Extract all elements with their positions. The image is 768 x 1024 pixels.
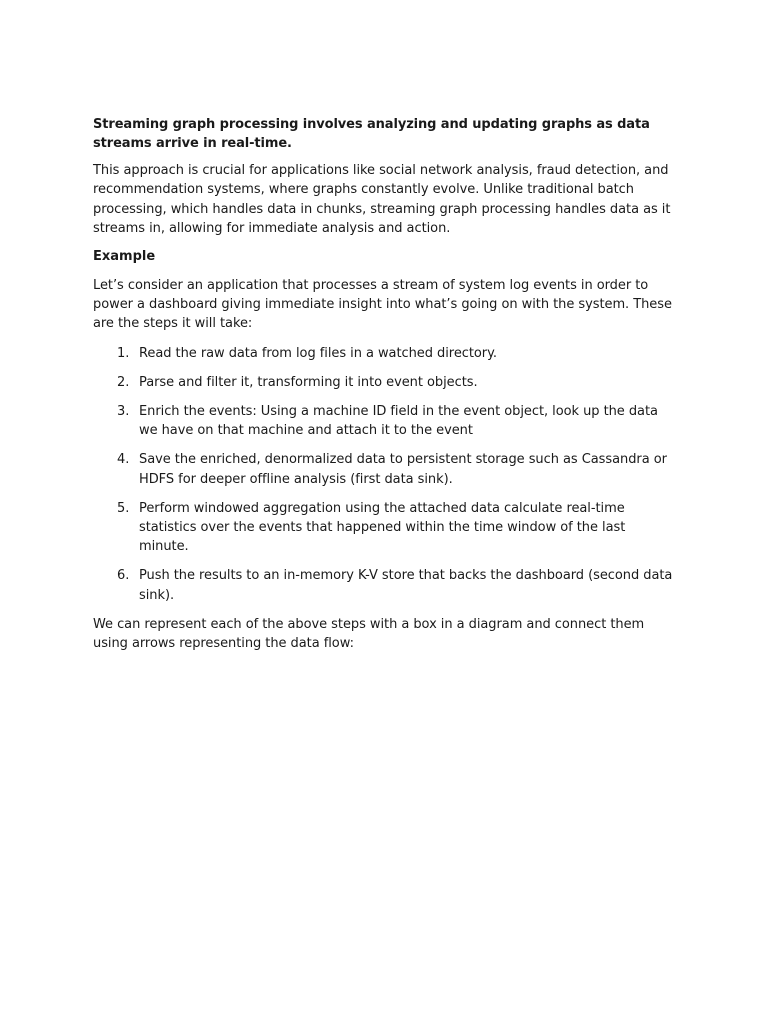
step-text: Enrich the events: Using a machine ID field in the event object, look up the data we have on that machine and attach it to the event: [139, 403, 658, 439]
step-text: Read the raw data from log files in a watched directory.: [139, 345, 497, 361]
document-heading: Streaming graph processing involves analyzing and updating graphs as data streams arrive in real-time.: [93, 117, 650, 151]
example-intro-paragraph: Let’s consider an application that processes a stream of system log events in order to power a dashboard giving immediate insight into what’s going on with the system. These are the steps it will take:: [93, 277, 672, 332]
example-heading: Example: [93, 248, 156, 264]
step-number: 3.: [117, 403, 130, 419]
step-number: 4.: [117, 452, 130, 468]
step-text: Parse and filter it, transforming it into event objects.: [139, 374, 478, 390]
step-text: Perform windowed aggregation using the attached data calculate real-time statistics over the events that happened within the time window of the last minute.: [139, 500, 626, 555]
step-number: 1.: [117, 345, 130, 361]
step-text: Save the enriched, denormalized data to persistent storage such as Cassandra or HDFS for deeper offline analysis (first data sink).: [139, 452, 667, 487]
list-item: [93, 450, 676, 489]
list-item: [93, 402, 676, 441]
step-number: 5.: [117, 500, 130, 516]
list-item: [93, 566, 676, 605]
list-item: [93, 344, 676, 363]
step-number: 6.: [117, 568, 130, 584]
closing-paragraph: We can represent each of the above steps with a box in a diagram and connect them using arrows representing the data flow:: [93, 616, 645, 652]
intro-paragraph: This approach is crucial for applications like social network analysis, fraud detection, and recommendation systems, where graphs constantly evolve. Unlike traditional batch processing, which handles data in chunks, streaming graph processing handles data as it streams in, allowing for immediate analysis and action.: [93, 163, 671, 237]
list-item: [93, 499, 676, 557]
list-item: [93, 373, 676, 392]
step-text: Push the results to an in-memory K-V store that backs the dashboard (second data sink).: [139, 568, 673, 603]
steps-list: [93, 344, 676, 605]
step-number: 2.: [117, 374, 130, 390]
